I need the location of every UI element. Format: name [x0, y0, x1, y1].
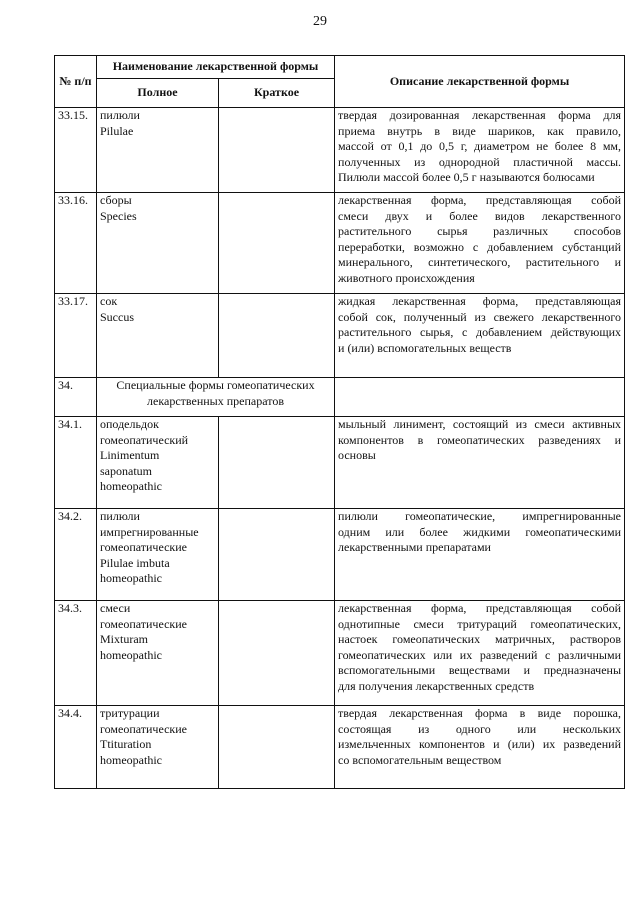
short-name-cell: [219, 601, 335, 706]
description-cell: [335, 108, 625, 193]
full-name-line: Species: [100, 208, 137, 223]
description-line: растительного сырья различных способов: [338, 224, 622, 238]
full-name-cell: [97, 417, 219, 509]
description-line: компонентов в гомеопатических разведениях и: [338, 432, 622, 447]
full-name-line: смеси: [100, 601, 131, 615]
full-name-line: homeopathic: [100, 752, 162, 767]
description-cell: [335, 294, 625, 378]
row-number: 33.16.: [55, 193, 97, 294]
full-name-cell: [97, 509, 219, 601]
description-line: одним или более жидкими гомеопатическими: [338, 524, 622, 539]
short-name-cell: [219, 294, 335, 378]
header-name-group: Наименование лекарственной формы: [97, 56, 335, 79]
header-description: Описание лекарственной формы: [335, 56, 625, 108]
description-line: смеси двух и более видов лекарственного: [338, 208, 622, 223]
description-line: пилюли гомеопатические, импрегнированные: [338, 509, 622, 523]
row-number: 33.17.: [55, 294, 97, 378]
description-line: со вспомогательным веществом: [338, 752, 502, 767]
full-name-line: Mixturam: [100, 632, 148, 646]
row-number: 34.2.: [55, 509, 97, 601]
description-line: животного происхождения: [338, 270, 475, 285]
full-name-line: гомеопатический: [100, 432, 189, 447]
full-name-line: пилюли: [100, 108, 140, 122]
full-name-cell: [97, 601, 219, 706]
full-name-line: Linimentum: [100, 448, 160, 462]
full-name-cell: [97, 706, 219, 789]
short-name-cell: [219, 108, 335, 193]
full-name-line: saponatum: [100, 463, 152, 478]
header-num: № п/п: [55, 56, 97, 108]
description-line: лекарственная форма, представляющая собой: [338, 193, 622, 207]
description-line: полученных из однородной пластичной массы.: [338, 154, 622, 169]
description-line: однотипные смеси тритураций гомеопатических,: [338, 616, 622, 631]
description-line: массой от 0,1 до 0,5 г, диаметром не более 8 мм,: [338, 139, 622, 153]
description-cell: [335, 509, 625, 601]
description-line: для получения лекарственных средств: [338, 678, 535, 693]
row-number: 34.1.: [55, 417, 97, 509]
empty-description-cell: [335, 378, 625, 417]
short-name-cell: [219, 509, 335, 601]
short-name-cell: [219, 706, 335, 789]
full-name-line: сок: [100, 294, 118, 308]
table-body: [55, 108, 625, 789]
description-line: мыльный линимент, состоящий из смеси активных: [338, 417, 622, 431]
full-name-line: гомеопатические: [100, 721, 187, 736]
full-name-line: тритурации: [100, 706, 160, 720]
full-name-line: homeopathic: [100, 479, 162, 493]
description-line: и (или) вспомогательных веществ: [338, 340, 512, 355]
full-name-line: Pilulae: [100, 123, 134, 138]
table-row: [55, 509, 625, 601]
full-name-line: гомеопатические: [100, 540, 187, 554]
section-title-line: лекарственных препаратов: [147, 393, 284, 408]
description-line: вспомогательными веществами и предназначены: [338, 663, 622, 677]
description-cell: [335, 706, 625, 789]
row-number: 33.15.: [55, 108, 97, 193]
description-cell: [335, 417, 625, 509]
description-line: жидкая лекарственная форма, представляющая: [338, 294, 622, 308]
table-row: [55, 378, 625, 417]
full-name-cell: [97, 108, 219, 193]
table-row: [55, 706, 625, 789]
description-line: состоящая из одного или нескольких: [338, 721, 622, 736]
full-name-line: оподельдок: [100, 417, 159, 431]
description-line: настоек гомеопатических матричных, растворов: [338, 632, 622, 646]
short-name-cell: [219, 193, 335, 294]
full-name-line: Pilulae imbuta: [100, 555, 170, 570]
description-line: переработки, возможно с добавлением субстанций: [338, 239, 622, 254]
short-name-cell: [219, 417, 335, 509]
table-row: [55, 193, 625, 294]
full-name-line: сборы: [100, 193, 132, 207]
row-number: 34.3.: [55, 601, 97, 706]
section-title: [97, 378, 335, 417]
description-cell: [335, 601, 625, 706]
description-cell: [335, 193, 625, 294]
full-name-cell: [97, 193, 219, 294]
table-row: [55, 601, 625, 706]
description-line: лекарственными препаратами: [338, 540, 491, 554]
full-name-line: гомеопатические: [100, 616, 187, 631]
description-line: твердая дозированная лекарственная форма для: [338, 108, 622, 122]
description-line: гомеопатических или их разведений с различными: [338, 647, 622, 662]
description-line: основы: [338, 448, 376, 462]
full-name-line: пилюли: [100, 509, 140, 523]
table-row: [55, 417, 625, 509]
table-row: [55, 108, 625, 193]
description-line: лекарственная форма, представляющая собой: [338, 601, 622, 615]
description-line: минерального, синтетического, растительного и: [338, 255, 622, 269]
table-row: [55, 294, 625, 378]
description-line: Пилюли массой более 0,5 г называются болюсами: [338, 170, 595, 184]
row-number: 34.4.: [55, 706, 97, 789]
full-name-line: homeopathic: [100, 647, 162, 662]
dosage-forms-table: [54, 55, 625, 789]
description-line: твердая лекарственная форма в виде порошка,: [338, 706, 622, 720]
description-line: приема внутрь в виде шариков, как правило,: [338, 123, 622, 138]
description-line: растительного сырья, с добавлением действующих: [338, 325, 622, 339]
section-title-line: Специальные формы гомеопатических: [116, 378, 315, 392]
header-full-name: Полное: [97, 79, 219, 108]
header-short-name: Краткое: [219, 79, 335, 108]
page-number: 29: [313, 14, 327, 29]
full-name-cell: [97, 294, 219, 378]
full-name-line: Succus: [100, 309, 134, 324]
description-line: собой сок, полученный из свежего лекарственного: [338, 309, 622, 324]
row-number: 34.: [55, 378, 97, 417]
full-name-line: импрегнированные: [100, 524, 199, 539]
description-line: измельченных компонентов и (или) их разведений: [338, 737, 622, 751]
full-name-line: Ttituration: [100, 737, 152, 751]
full-name-line: homeopathic: [100, 571, 162, 585]
